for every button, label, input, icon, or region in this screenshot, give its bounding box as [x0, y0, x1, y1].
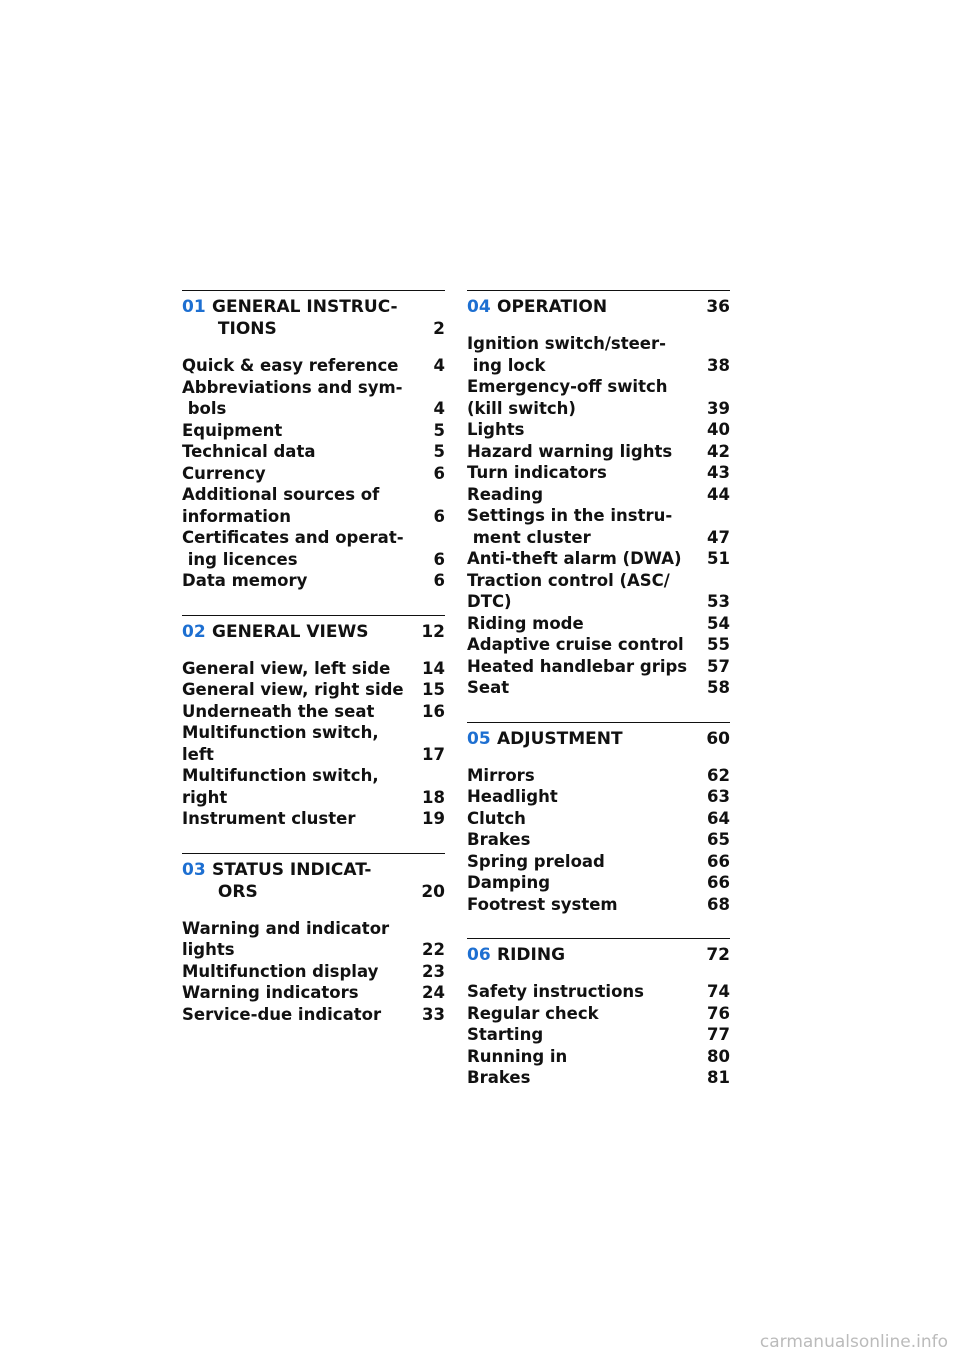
- entry-title: Instrument cluster: [182, 809, 356, 828]
- entry-page-number: 5: [433, 442, 445, 461]
- toc-entry[interactable]: [182, 463, 445, 485]
- entry-title: Anti-theft alarm (DWA): [467, 549, 682, 568]
- entry-page-number: 6: [433, 506, 445, 526]
- entry-page-number: 5: [433, 420, 445, 440]
- section-number: 05: [467, 728, 491, 749]
- entry-title: Damping: [467, 873, 551, 892]
- entry-page-number: 39: [707, 398, 730, 418]
- toc-entry[interactable]: [182, 355, 445, 377]
- entry-title: Heated handlebar grips: [467, 656, 688, 676]
- toc-entry[interactable]: [467, 1024, 730, 1046]
- toc-entry[interactable]: [467, 656, 730, 678]
- entry-page-number: 15: [422, 680, 445, 699]
- entry-page-number: 54: [707, 613, 730, 633]
- section-title: RIDING: [497, 945, 566, 965]
- toc-entry[interactable]: [182, 1004, 445, 1026]
- entry-page-number: 58: [707, 678, 730, 697]
- entry-title: Traction control (ASC/ DTC): [467, 570, 670, 611]
- toc-entry[interactable]: [182, 420, 445, 442]
- entry-page-number: 19: [422, 809, 445, 828]
- section-number: 02: [182, 621, 206, 642]
- toc-entry[interactable]: [182, 527, 445, 570]
- entry-title: Settings in the instru- ment cluster: [467, 506, 673, 547]
- toc-entry[interactable]: [182, 982, 445, 1004]
- section-title: GENERAL INSTRUC- TIONS: [212, 297, 398, 339]
- section-title: GENERAL VIEWS: [212, 621, 369, 642]
- toc-entry[interactable]: [467, 376, 730, 419]
- section-heading[interactable]: [467, 291, 730, 318]
- entry-title: Data memory: [182, 571, 308, 590]
- entry-page-number: 63: [707, 787, 730, 806]
- section-title: STATUS INDICAT- ORS: [212, 859, 372, 902]
- entry-page-number: 80: [707, 1046, 730, 1066]
- entry-page-number: 57: [707, 656, 730, 676]
- watermark: carmanualsonline.info: [759, 1332, 948, 1352]
- toc-section: [467, 290, 730, 699]
- entry-title: Seat: [467, 678, 510, 697]
- section-title: OPERATION: [497, 297, 608, 317]
- entry-page-number: 68: [707, 894, 730, 914]
- toc-section: [182, 290, 445, 592]
- toc-entry[interactable]: [467, 894, 730, 916]
- toc-section: [182, 615, 445, 830]
- entry-page-number: 77: [707, 1025, 730, 1044]
- entry-page-number: 22: [422, 940, 445, 959]
- entry-title: Abbreviations and sym- bols: [182, 377, 403, 418]
- toc-entry[interactable]: [467, 505, 730, 548]
- toc-entry[interactable]: [467, 851, 730, 873]
- toc-entry[interactable]: [467, 981, 730, 1003]
- toc-entry[interactable]: [182, 441, 445, 463]
- section-heading[interactable]: [182, 854, 445, 903]
- toc-entry[interactable]: [182, 484, 445, 527]
- entry-title: Spring preload: [467, 851, 605, 871]
- entry-page-number: 66: [707, 851, 730, 871]
- toc-entry[interactable]: [467, 872, 730, 894]
- entry-page-number: 81: [707, 1068, 730, 1087]
- toc-entry[interactable]: [182, 701, 445, 723]
- entry-page-number: 38: [707, 355, 730, 375]
- entry-title: Hazard warning lights: [467, 441, 673, 461]
- entry-title: Riding mode: [467, 613, 584, 633]
- toc-entry[interactable]: [467, 1046, 730, 1068]
- section-heading[interactable]: [182, 616, 445, 643]
- entry-page-number: 14: [422, 658, 445, 678]
- entry-title: Emergency-off switch (kill switch): [467, 377, 668, 418]
- entry-title: Multifunction switch, right: [182, 766, 379, 807]
- entry-page-number: 64: [707, 808, 730, 828]
- entry-page-number: 44: [707, 484, 730, 504]
- toc-entry[interactable]: [182, 918, 445, 961]
- entry-title: Turn indicators: [467, 463, 607, 482]
- toc-entry[interactable]: [182, 961, 445, 983]
- entry-title: Lights: [467, 420, 525, 439]
- toc-entry[interactable]: [467, 1003, 730, 1025]
- entry-title: Multifunction display: [182, 961, 379, 981]
- toc-entry[interactable]: [182, 658, 445, 680]
- entry-page-number: 51: [707, 549, 730, 568]
- entry-title: Ignition switch/steer- ing lock: [467, 334, 666, 375]
- entry-page-number: 66: [707, 873, 730, 892]
- toc-entry[interactable]: [467, 786, 730, 808]
- section-number: 03: [182, 859, 206, 880]
- entry-page-number: 53: [707, 592, 730, 611]
- entry-title: Running in: [467, 1046, 568, 1066]
- entry-title: Certificates and operat- ing licences: [182, 528, 404, 569]
- entry-title: Headlight: [467, 787, 558, 806]
- toc-entry[interactable]: [467, 1067, 730, 1089]
- entry-page-number: 65: [707, 830, 730, 849]
- entry-page-number: 33: [422, 1004, 445, 1024]
- section-page-number: 36: [706, 297, 730, 317]
- toc-entry[interactable]: [182, 377, 445, 420]
- toc-entry[interactable]: [467, 765, 730, 787]
- entry-page-number: 76: [707, 1003, 730, 1023]
- entry-title: Adaptive cruise control: [467, 635, 684, 654]
- toc-entry[interactable]: [467, 677, 730, 699]
- section-heading[interactable]: [467, 939, 730, 966]
- toc-entry[interactable]: [467, 462, 730, 484]
- entry-title: Multifunction switch, left: [182, 723, 379, 764]
- toc-entry[interactable]: [182, 808, 445, 830]
- entry-title: Equipment: [182, 420, 283, 440]
- entry-page-number: 43: [707, 463, 730, 482]
- entry-title: Warning indicators: [182, 983, 359, 1002]
- entry-page-number: 17: [422, 744, 445, 764]
- section-title: ADJUSTMENT: [497, 728, 623, 749]
- toc-entry[interactable]: [467, 570, 730, 613]
- toc-entry[interactable]: [467, 829, 730, 851]
- toc-entry[interactable]: [467, 419, 730, 441]
- section-page-number: 72: [706, 945, 730, 965]
- toc-entry[interactable]: [467, 808, 730, 830]
- toc-section: [467, 722, 730, 916]
- toc-entry[interactable]: [467, 613, 730, 635]
- entry-page-number: 16: [422, 701, 445, 721]
- toc-right-column: [467, 290, 730, 1112]
- toc-entry[interactable]: [182, 765, 445, 808]
- entry-title: Technical data: [182, 442, 316, 461]
- toc-entry[interactable]: [467, 484, 730, 506]
- entry-page-number: 6: [433, 463, 445, 483]
- entry-title: Starting: [467, 1025, 544, 1044]
- entry-page-number: 62: [707, 765, 730, 785]
- section-heading[interactable]: [467, 723, 730, 750]
- entry-title: Quick & easy reference: [182, 356, 399, 375]
- entry-page-number: 47: [707, 527, 730, 547]
- entry-title: Brakes: [467, 830, 531, 849]
- entry-title: Regular check: [467, 1003, 599, 1023]
- entry-title: Currency: [182, 463, 266, 483]
- section-number: 01: [182, 297, 206, 317]
- toc-section: [182, 853, 445, 1026]
- entry-page-number: 55: [707, 635, 730, 654]
- entry-page-number: 42: [707, 441, 730, 461]
- section-page-number: 2: [433, 319, 445, 339]
- entry-page-number: 6: [433, 571, 445, 590]
- section-page-number: 60: [706, 728, 730, 749]
- toc-entry[interactable]: [467, 634, 730, 656]
- entry-page-number: 24: [422, 983, 445, 1002]
- toc-section: [467, 938, 730, 1089]
- entry-title: Service-due indicator: [182, 1004, 382, 1024]
- entry-page-number: 4: [433, 356, 445, 375]
- entry-page-number: 23: [422, 961, 445, 981]
- section-page-number: 12: [421, 621, 445, 642]
- toc-entry[interactable]: [467, 333, 730, 376]
- section-heading[interactable]: [182, 291, 445, 340]
- entry-title: General view, left side: [182, 658, 391, 678]
- toc-entry[interactable]: [467, 548, 730, 570]
- section-number: 06: [467, 945, 491, 965]
- entry-page-number: 4: [433, 399, 445, 418]
- toc-entry[interactable]: [182, 722, 445, 765]
- entry-title: Brakes: [467, 1068, 531, 1087]
- toc-entry[interactable]: [467, 441, 730, 463]
- entry-title: General view, right side: [182, 680, 404, 699]
- entry-title: Mirrors: [467, 765, 535, 785]
- toc-left-column: [182, 290, 445, 1048]
- section-page-number: 20: [421, 881, 445, 902]
- entry-title: Warning and indicator lights: [182, 918, 390, 959]
- toc-entry[interactable]: [182, 679, 445, 701]
- entry-title: Reading: [467, 484, 544, 504]
- entry-title: Safety instructions: [467, 982, 644, 1001]
- entry-title: Footrest system: [467, 894, 618, 914]
- entry-page-number: 74: [707, 982, 730, 1001]
- toc-entry[interactable]: [182, 570, 445, 592]
- entry-page-number: 6: [433, 549, 445, 569]
- section-number: 04: [467, 297, 491, 317]
- entry-title: Underneath the seat: [182, 701, 375, 721]
- entry-title: Clutch: [467, 808, 526, 828]
- entry-title: Additional sources of information: [182, 485, 380, 526]
- entry-page-number: 40: [707, 420, 730, 439]
- entry-page-number: 18: [422, 787, 445, 807]
